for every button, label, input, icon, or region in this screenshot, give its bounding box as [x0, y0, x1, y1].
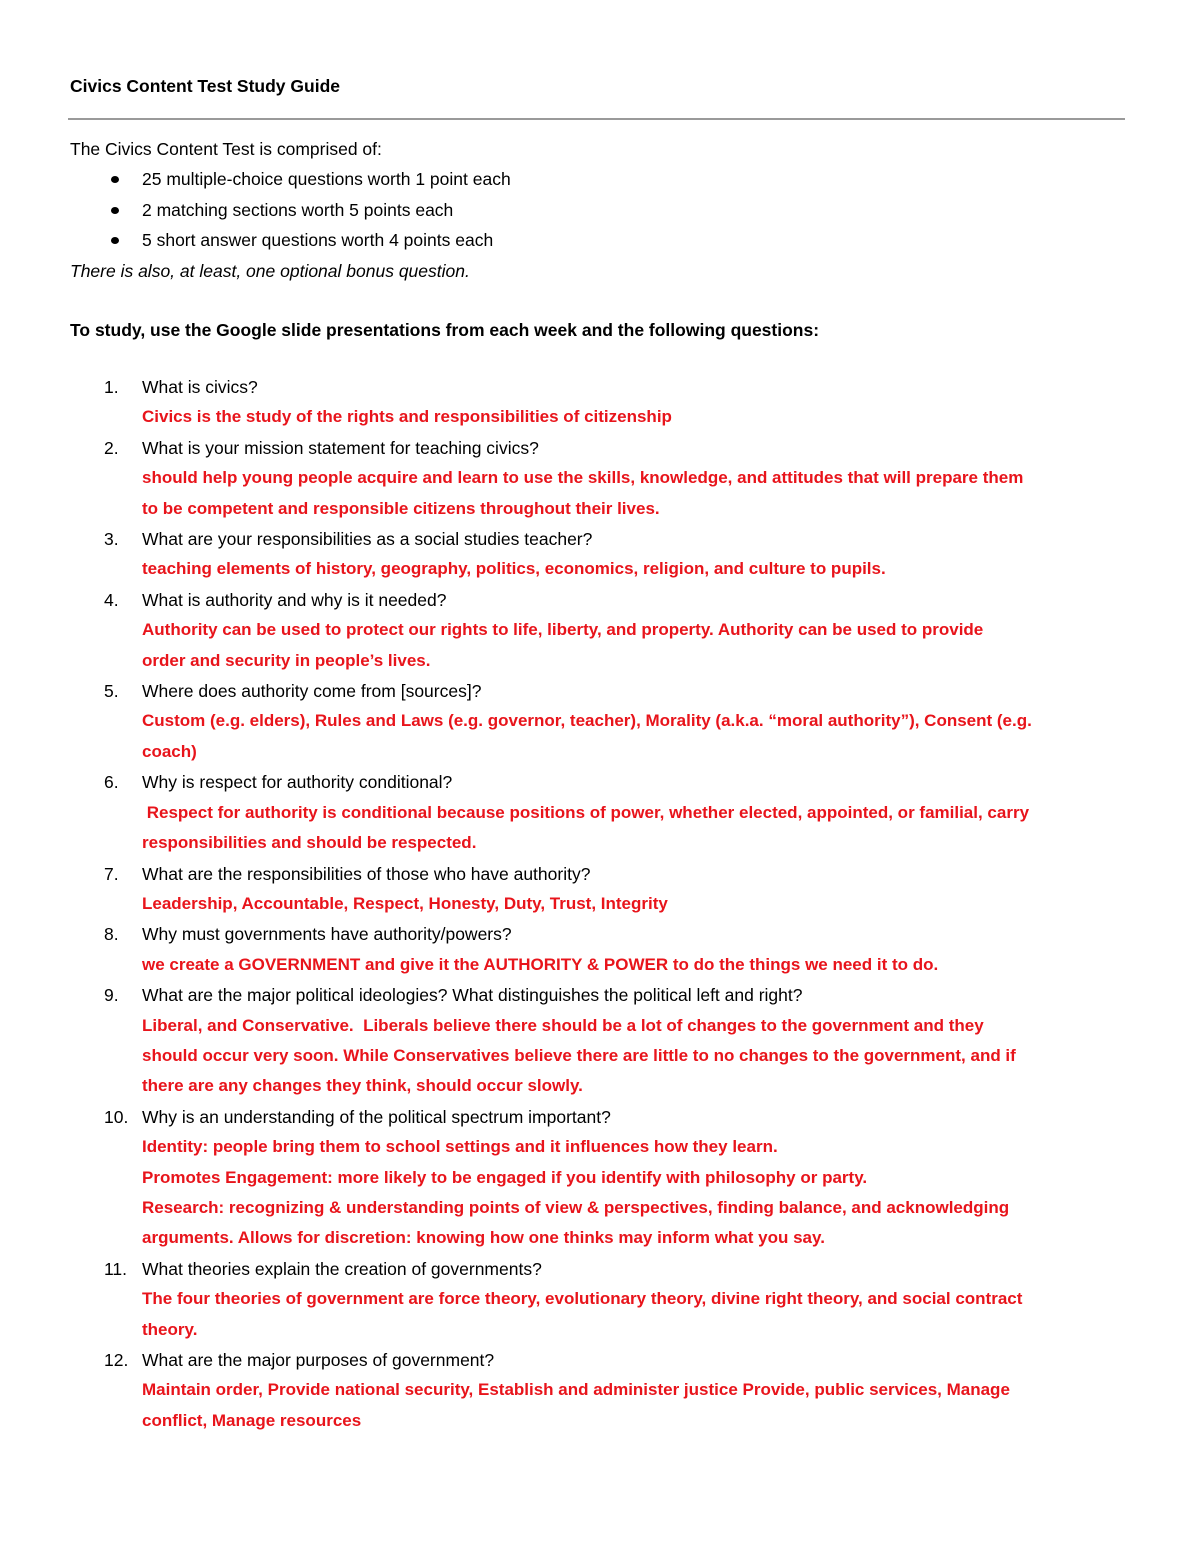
question-number: 9.: [104, 985, 119, 1006]
question-number: 8.: [104, 924, 119, 945]
answer-line: The four theories of government are force theory, evolutionary theory, divine right theory, and social contract: [142, 1289, 1023, 1309]
question-item: [70, 1102, 1140, 1254]
answer-line: Maintain order, Provide national security, Establish and administer justice Provide, public services, Manage: [142, 1380, 1010, 1400]
question-number: 4.: [104, 589, 119, 610]
answer-line: Civics is the study of the rights and responsibilities of citizenship: [142, 407, 672, 427]
question-text: Why is respect for authority conditional?: [142, 772, 453, 793]
list-item-text: 25 multiple-choice questions worth 1 point each: [142, 169, 511, 190]
answer-line: Promotes Engagement: more likely to be engaged if you identify with philosophy or party.: [142, 1167, 868, 1187]
question-text: What is your mission statement for teaching civics?: [142, 437, 539, 458]
question-text: What is civics?: [142, 377, 258, 397]
answer-line: Identity: people bring them to school settings and it influences how they learn.: [142, 1137, 778, 1157]
question-text: What is authority and why is it needed?: [142, 589, 447, 610]
answer-line: Research: recognizing & understanding points of view & perspectives, finding balance, and acknowledging: [142, 1197, 1010, 1217]
answer-line: should help young people acquire and learn to use the skills, knowledge, and attitudes that will prepare them: [142, 468, 1024, 488]
question-item: [70, 585, 1140, 676]
answer-line: arguments. Allows for discretion: knowing how one thinks may inform what you say.: [142, 1228, 825, 1248]
question-item: [70, 980, 1140, 1102]
question-list: [70, 372, 1140, 1436]
question-text: Why must governments have authority/powers?: [142, 924, 512, 945]
answer-line: coach): [142, 741, 197, 761]
question-item: [70, 524, 1140, 585]
bullet-icon: [111, 176, 119, 183]
question-text: Why is an understanding of the political spectrum important?: [142, 1106, 611, 1127]
list-item: [70, 164, 511, 194]
answer-line: Respect for authority is conditional because positions of power, whether elected, appointed, or familial, carry: [142, 802, 1030, 822]
study-instructions: To study, use the Google slide presentations from each week and the following questions:: [70, 320, 820, 340]
answer-line: theory.: [142, 1319, 198, 1339]
title-divider: [68, 118, 1125, 120]
question-item: [70, 767, 1140, 858]
list-item: [70, 225, 511, 255]
question-item: [70, 372, 1140, 433]
question-text: What theories explain the creation of governments?: [142, 1258, 542, 1279]
answer-line: responsibilities and should be respected.: [142, 833, 477, 853]
question-number: 5.: [104, 681, 119, 702]
question-item: [70, 1254, 1140, 1345]
question-number: 12.: [104, 1350, 129, 1370]
question-number: 7.: [104, 863, 119, 884]
answer-line: teaching elements of history, geography, politics, economics, religion, and culture to pupils.: [142, 559, 886, 579]
answer-line: there are any changes they think, should occur slowly.: [142, 1076, 583, 1096]
list-item: [70, 195, 511, 225]
bullet-icon: [111, 237, 119, 244]
question-item: [70, 433, 1140, 524]
test-composition: [70, 134, 511, 286]
list-item-text: 2 matching sections worth 5 points each: [142, 199, 454, 220]
answer-line: to be competent and responsible citizens throughout their lives.: [142, 498, 660, 518]
intro-lead: The Civics Content Test is comprised of:: [70, 139, 382, 159]
question-item: [70, 859, 1140, 920]
question-number: 3.: [104, 529, 119, 550]
question-text: What are your responsibilities as a social studies teacher?: [142, 529, 593, 550]
question-text: What are the major political ideologies? What distinguishes the political left and right?: [142, 985, 803, 1006]
question-text: Where does authority come from [sources]?: [142, 681, 482, 702]
question-number: 11.: [104, 1258, 128, 1279]
answer-line: we create a GOVERNMENT and give it the AUTHORITY & POWER to do the things we need it to do.: [142, 954, 939, 974]
answer-line: Custom (e.g. elders), Rules and Laws (e.g. governor, teacher), Morality (a.k.a. “moral authority”), Consent (e.g.: [142, 711, 1032, 731]
question-text: What are the responsibilities of those who have authority?: [142, 863, 591, 884]
answer-line: conflict, Manage resources: [142, 1410, 362, 1430]
answer-line: order and security in people’s lives.: [142, 650, 431, 670]
bonus-note: There is also, at least, one optional bonus question.: [70, 260, 470, 281]
question-number: 10.: [104, 1106, 129, 1127]
answer-line: should occur very soon. While Conservatives believe there are little to no changes to the government, and if: [142, 1045, 1016, 1065]
list-item-text: 5 short answer questions worth 4 points each: [142, 230, 494, 251]
answer-line: Liberal, and Conservative. Liberals believe there should be a lot of changes to the government and they: [142, 1015, 984, 1035]
question-number: 1.: [104, 377, 119, 397]
question-item: [70, 676, 1140, 767]
document-title: Civics Content Test Study Guide: [70, 76, 340, 96]
answer-line: Authority can be used to protect our rights to life, liberty, and property. Authority can be used to provide: [142, 620, 984, 640]
question-item: [70, 1345, 1140, 1436]
question-number: 6.: [104, 772, 119, 793]
question-item: [70, 919, 1140, 980]
bullet-icon: [111, 207, 119, 214]
answer-line: Leadership, Accountable, Respect, Honesty, Duty, Trust, Integrity: [142, 893, 668, 913]
question-number: 2.: [104, 437, 119, 458]
question-text: What are the major purposes of government?: [142, 1350, 495, 1370]
composition-list: [70, 164, 511, 255]
